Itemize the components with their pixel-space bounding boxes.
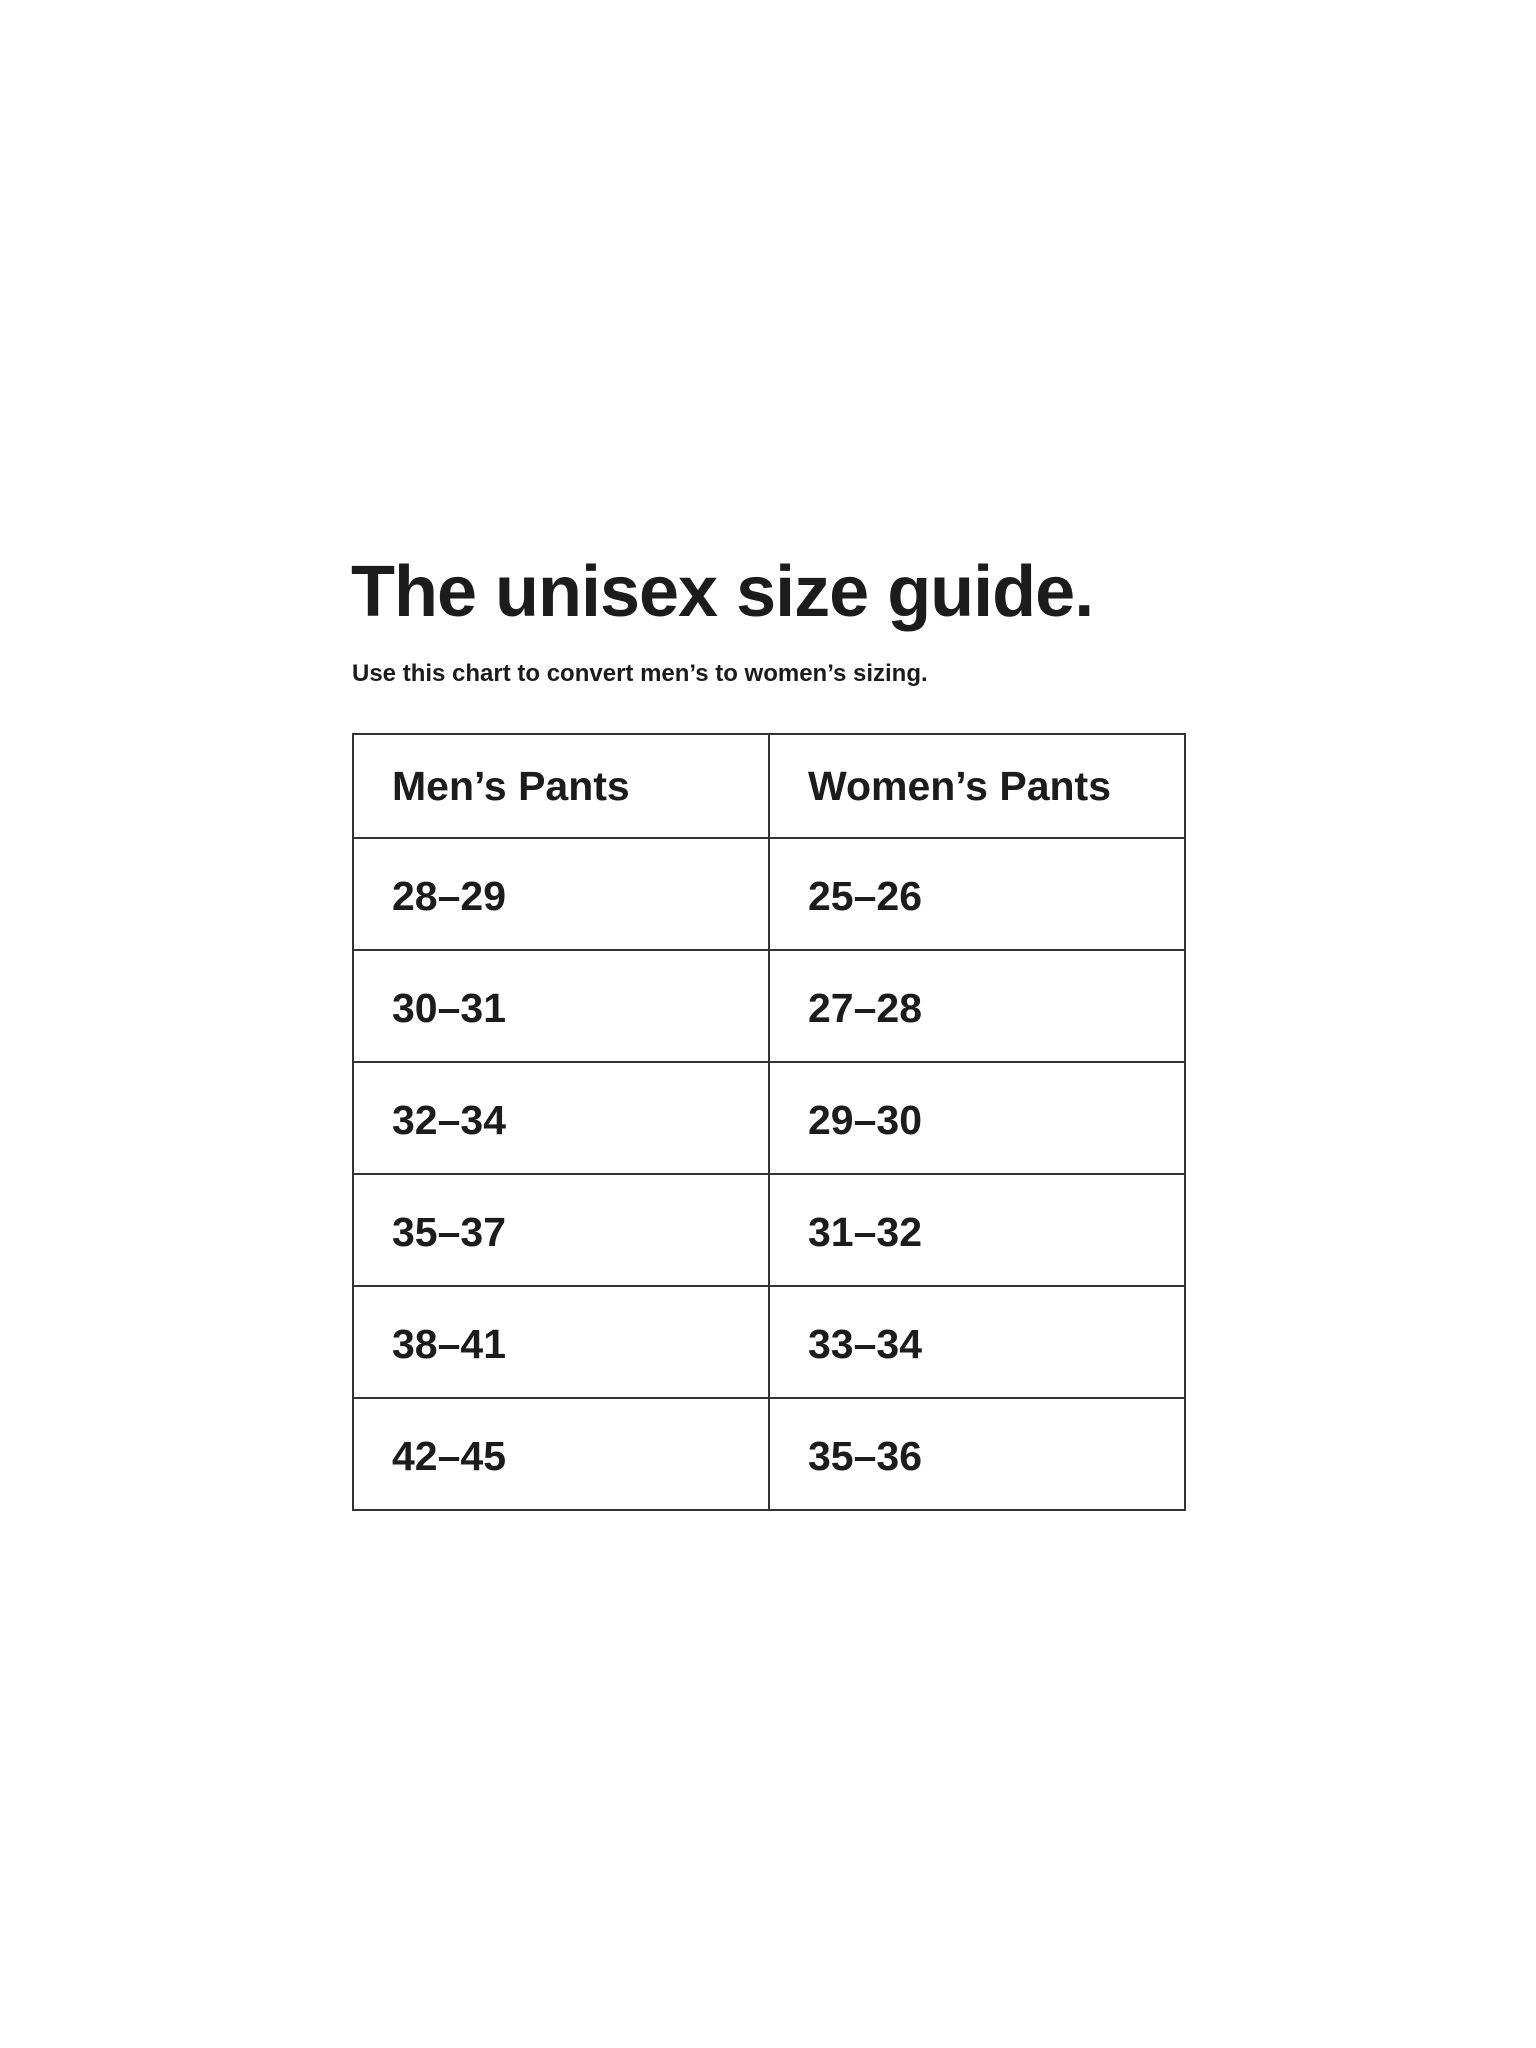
column-header-womens-pants: Women’s Pants — [769, 734, 1185, 838]
table-cell-womens-size: 31–32 — [769, 1174, 1185, 1286]
table-cell-mens-size: 32–34 — [353, 1062, 769, 1174]
table-cell-womens-size: 29–30 — [769, 1062, 1185, 1174]
table-row — [353, 1062, 1185, 1174]
table-cell-womens-size: 35–36 — [769, 1398, 1185, 1510]
table-row — [353, 838, 1185, 950]
table-cell-womens-size: 25–26 — [769, 838, 1185, 950]
table-row — [353, 1174, 1185, 1286]
table-cell-mens-size: 42–45 — [353, 1398, 769, 1510]
table-header-row — [353, 734, 1185, 838]
table-cell-mens-size: 30–31 — [353, 950, 769, 1062]
column-header-mens-pants: Men’s Pants — [353, 734, 769, 838]
table-cell-womens-size: 27–28 — [769, 950, 1185, 1062]
page-subtitle: Use this chart to convert men’s to women’s sizing. — [352, 660, 928, 687]
table-cell-mens-size: 38–41 — [353, 1286, 769, 1398]
table-cell-mens-size: 35–37 — [353, 1174, 769, 1286]
table-cell-womens-size: 33–34 — [769, 1286, 1185, 1398]
size-conversion-table — [352, 733, 1186, 1511]
table-cell-mens-size: 28–29 — [353, 838, 769, 950]
table-row — [353, 1286, 1185, 1398]
table-row — [353, 1398, 1185, 1510]
page-title: The unisex size guide. — [351, 552, 1094, 632]
table-row — [353, 950, 1185, 1062]
